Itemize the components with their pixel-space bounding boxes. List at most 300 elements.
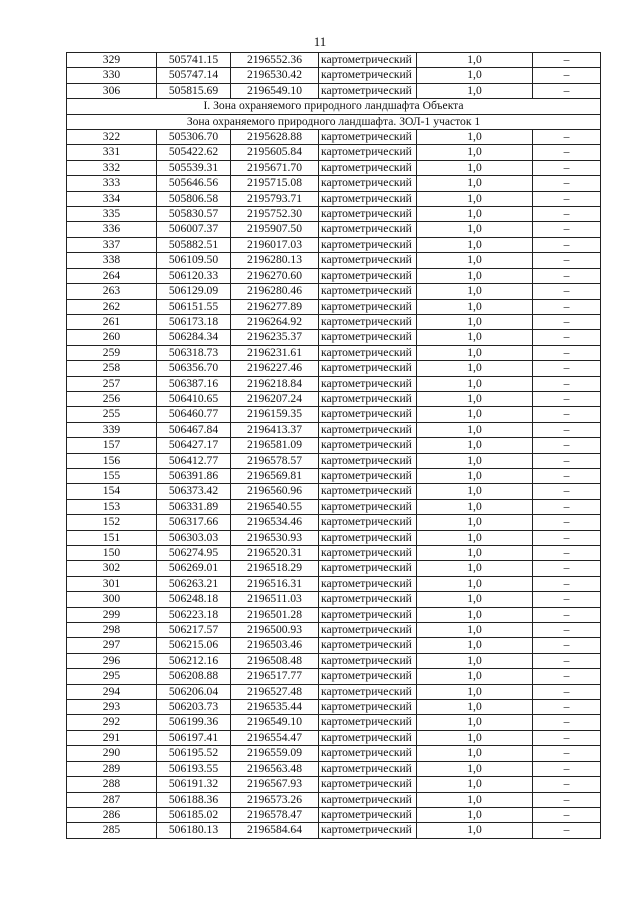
- method-cell: картометрический: [319, 638, 417, 653]
- x-coordinate-cell: 506195.52: [157, 746, 231, 761]
- method-cell: картометрический: [319, 130, 417, 145]
- y-coordinate-cell: 2196534.46: [231, 515, 319, 530]
- point-number-cell: 286: [67, 807, 157, 822]
- y-coordinate-cell: 2195715.08: [231, 176, 319, 191]
- dash-cell: –: [533, 761, 601, 776]
- dash-cell: –: [533, 638, 601, 653]
- x-coordinate-cell: 506303.03: [157, 530, 231, 545]
- table-row: [67, 130, 601, 145]
- y-coordinate-cell: 2196535.44: [231, 700, 319, 715]
- method-cell: картометрический: [319, 83, 417, 98]
- y-coordinate-cell: 2196563.48: [231, 761, 319, 776]
- point-number-cell: 289: [67, 761, 157, 776]
- dash-cell: –: [533, 653, 601, 668]
- point-number-cell: 306: [67, 83, 157, 98]
- precision-cell: 1,0: [417, 68, 533, 83]
- y-coordinate-cell: 2196227.46: [231, 361, 319, 376]
- point-number-cell: 287: [67, 792, 157, 807]
- x-coordinate-cell: 506197.41: [157, 730, 231, 745]
- precision-cell: 1,0: [417, 576, 533, 591]
- y-coordinate-cell: 2196584.64: [231, 823, 319, 838]
- table-row: [67, 145, 601, 160]
- y-coordinate-cell: 2196017.03: [231, 237, 319, 252]
- dash-cell: –: [533, 422, 601, 437]
- y-coordinate-cell: 2196567.93: [231, 777, 319, 792]
- table-row: [67, 268, 601, 283]
- precision-cell: 1,0: [417, 484, 533, 499]
- x-coordinate-cell: 506263.21: [157, 576, 231, 591]
- precision-cell: 1,0: [417, 299, 533, 314]
- point-number-cell: 291: [67, 730, 157, 745]
- point-number-cell: 258: [67, 361, 157, 376]
- precision-cell: 1,0: [417, 684, 533, 699]
- point-number-cell: 263: [67, 284, 157, 299]
- precision-cell: 1,0: [417, 268, 533, 283]
- method-cell: картометрический: [319, 145, 417, 160]
- point-number-cell: 157: [67, 438, 157, 453]
- x-coordinate-cell: 506373.42: [157, 484, 231, 499]
- table-row: [67, 253, 601, 268]
- x-coordinate-cell: 506180.13: [157, 823, 231, 838]
- table-row: [67, 592, 601, 607]
- table-row: [67, 823, 601, 838]
- precision-cell: 1,0: [417, 176, 533, 191]
- y-coordinate-cell: 2196207.24: [231, 391, 319, 406]
- point-number-cell: 334: [67, 191, 157, 206]
- x-coordinate-cell: 506460.77: [157, 407, 231, 422]
- dash-cell: –: [533, 592, 601, 607]
- x-coordinate-cell: 506199.36: [157, 715, 231, 730]
- precision-cell: 1,0: [417, 546, 533, 561]
- x-coordinate-cell: 506274.95: [157, 546, 231, 561]
- method-cell: картометрический: [319, 253, 417, 268]
- method-cell: картометрический: [319, 761, 417, 776]
- x-coordinate-cell: 506129.09: [157, 284, 231, 299]
- table-row: [67, 160, 601, 175]
- method-cell: картометрический: [319, 499, 417, 514]
- y-coordinate-cell: 2196530.93: [231, 530, 319, 545]
- table-row: [67, 284, 601, 299]
- precision-cell: 1,0: [417, 700, 533, 715]
- table-row: [67, 391, 601, 406]
- dash-cell: –: [533, 792, 601, 807]
- dash-cell: –: [533, 438, 601, 453]
- precision-cell: 1,0: [417, 191, 533, 206]
- point-number-cell: 298: [67, 623, 157, 638]
- x-coordinate-cell: 506427.17: [157, 438, 231, 453]
- dash-cell: –: [533, 53, 601, 68]
- point-number-cell: 296: [67, 653, 157, 668]
- table-row: [67, 222, 601, 237]
- point-number-cell: 259: [67, 345, 157, 360]
- precision-cell: 1,0: [417, 623, 533, 638]
- y-coordinate-cell: 2196511.03: [231, 592, 319, 607]
- x-coordinate-cell: 506356.70: [157, 361, 231, 376]
- x-coordinate-cell: 506120.33: [157, 268, 231, 283]
- dash-cell: –: [533, 207, 601, 222]
- table-row: [67, 422, 601, 437]
- dash-cell: –: [533, 546, 601, 561]
- section-header: [67, 99, 601, 130]
- method-cell: картометрический: [319, 607, 417, 622]
- x-coordinate-cell: 505815.69: [157, 83, 231, 98]
- x-coordinate-cell: 506188.36: [157, 792, 231, 807]
- y-coordinate-cell: 2195671.70: [231, 160, 319, 175]
- method-cell: картометрический: [319, 623, 417, 638]
- point-number-cell: 294: [67, 684, 157, 699]
- table-row: [67, 638, 601, 653]
- precision-cell: 1,0: [417, 607, 533, 622]
- y-coordinate-cell: 2196218.84: [231, 376, 319, 391]
- method-cell: картометрический: [319, 438, 417, 453]
- table-row: [67, 576, 601, 591]
- x-coordinate-cell: 506191.32: [157, 777, 231, 792]
- method-cell: картометрический: [319, 407, 417, 422]
- point-number-cell: 297: [67, 638, 157, 653]
- dash-cell: –: [533, 345, 601, 360]
- x-coordinate-cell: 506151.55: [157, 299, 231, 314]
- dash-cell: –: [533, 499, 601, 514]
- method-cell: картометрический: [319, 700, 417, 715]
- point-number-cell: 260: [67, 330, 157, 345]
- y-coordinate-cell: 2196413.37: [231, 422, 319, 437]
- point-number-cell: 290: [67, 746, 157, 761]
- dash-cell: –: [533, 700, 601, 715]
- x-coordinate-cell: 506193.55: [157, 761, 231, 776]
- table-row: [67, 176, 601, 191]
- section-title-row: [67, 99, 601, 114]
- precision-cell: 1,0: [417, 669, 533, 684]
- point-number-cell: 256: [67, 391, 157, 406]
- y-coordinate-cell: 2196560.96: [231, 484, 319, 499]
- precision-cell: 1,0: [417, 376, 533, 391]
- precision-cell: 1,0: [417, 453, 533, 468]
- method-cell: картометрический: [319, 237, 417, 252]
- y-coordinate-cell: 2196500.93: [231, 623, 319, 638]
- method-cell: картометрический: [319, 345, 417, 360]
- table-row: [67, 700, 601, 715]
- x-coordinate-cell: 505306.70: [157, 130, 231, 145]
- section-subtitle-row: [67, 114, 601, 129]
- dash-cell: –: [533, 530, 601, 545]
- method-cell: картометрический: [319, 361, 417, 376]
- point-number-cell: 285: [67, 823, 157, 838]
- point-number-cell: 322: [67, 130, 157, 145]
- x-coordinate-cell: 506109.50: [157, 253, 231, 268]
- table-row: [67, 607, 601, 622]
- point-number-cell: 335: [67, 207, 157, 222]
- table-row: [67, 761, 601, 776]
- method-cell: картометрический: [319, 684, 417, 699]
- point-number-cell: 295: [67, 669, 157, 684]
- y-coordinate-cell: 2196264.92: [231, 314, 319, 329]
- method-cell: картометрический: [319, 730, 417, 745]
- table-row: [67, 684, 601, 699]
- method-cell: картометрический: [319, 653, 417, 668]
- y-coordinate-cell: 2196231.61: [231, 345, 319, 360]
- point-number-cell: 152: [67, 515, 157, 530]
- point-number-cell: 154: [67, 484, 157, 499]
- table-row: [67, 314, 601, 329]
- point-number-cell: 261: [67, 314, 157, 329]
- method-cell: картометрический: [319, 792, 417, 807]
- method-cell: картометрический: [319, 68, 417, 83]
- table-row: [67, 669, 601, 684]
- dash-cell: –: [533, 715, 601, 730]
- precision-cell: 1,0: [417, 592, 533, 607]
- method-cell: картометрический: [319, 314, 417, 329]
- y-coordinate-cell: 2196559.09: [231, 746, 319, 761]
- precision-cell: 1,0: [417, 391, 533, 406]
- precision-cell: 1,0: [417, 53, 533, 68]
- method-cell: картометрический: [319, 53, 417, 68]
- point-number-cell: 293: [67, 700, 157, 715]
- point-number-cell: 255: [67, 407, 157, 422]
- method-cell: картометрический: [319, 484, 417, 499]
- point-number-cell: 338: [67, 253, 157, 268]
- table-row: [67, 237, 601, 252]
- dash-cell: –: [533, 284, 601, 299]
- precision-cell: 1,0: [417, 160, 533, 175]
- method-cell: картометрический: [319, 391, 417, 406]
- table-row: [67, 345, 601, 360]
- precision-cell: 1,0: [417, 361, 533, 376]
- y-coordinate-cell: 2196581.09: [231, 438, 319, 453]
- x-coordinate-cell: 506410.65: [157, 391, 231, 406]
- precision-cell: 1,0: [417, 823, 533, 838]
- table-row: [67, 561, 601, 576]
- point-number-cell: 292: [67, 715, 157, 730]
- method-cell: картометрический: [319, 268, 417, 283]
- method-cell: картометрический: [319, 207, 417, 222]
- dash-cell: –: [533, 83, 601, 98]
- dash-cell: –: [533, 68, 601, 83]
- dash-cell: –: [533, 145, 601, 160]
- method-cell: картометрический: [319, 422, 417, 437]
- table-row: [67, 299, 601, 314]
- precision-cell: 1,0: [417, 468, 533, 483]
- y-coordinate-cell: 2196280.13: [231, 253, 319, 268]
- y-coordinate-cell: 2195752.30: [231, 207, 319, 222]
- point-number-cell: 262: [67, 299, 157, 314]
- y-coordinate-cell: 2196569.81: [231, 468, 319, 483]
- x-coordinate-cell: 505422.62: [157, 145, 231, 160]
- method-cell: картометрический: [319, 299, 417, 314]
- table-row: [67, 499, 601, 514]
- precision-cell: 1,0: [417, 561, 533, 576]
- dash-cell: –: [533, 391, 601, 406]
- table-row: [67, 407, 601, 422]
- table-row: [67, 68, 601, 83]
- page-number: 11: [313, 34, 327, 49]
- method-cell: картометрический: [319, 530, 417, 545]
- point-number-cell: 155: [67, 468, 157, 483]
- precision-cell: 1,0: [417, 222, 533, 237]
- precision-cell: 1,0: [417, 807, 533, 822]
- y-coordinate-cell: 2196549.10: [231, 715, 319, 730]
- y-coordinate-cell: 2196520.31: [231, 546, 319, 561]
- dash-cell: –: [533, 777, 601, 792]
- x-coordinate-cell: 506007.37: [157, 222, 231, 237]
- precision-cell: 1,0: [417, 130, 533, 145]
- y-coordinate-cell: 2196578.57: [231, 453, 319, 468]
- x-coordinate-cell: 505806.58: [157, 191, 231, 206]
- table-row: [67, 730, 601, 745]
- section-subtitle: Зона охраняемого природного ландшафта. ЗОЛ-1 участок 1: [67, 114, 601, 129]
- y-coordinate-cell: 2196552.36: [231, 53, 319, 68]
- y-coordinate-cell: 2196270.60: [231, 268, 319, 283]
- x-coordinate-cell: 506173.18: [157, 314, 231, 329]
- method-cell: картометрический: [319, 777, 417, 792]
- precision-cell: 1,0: [417, 515, 533, 530]
- dash-cell: –: [533, 130, 601, 145]
- y-coordinate-cell: 2196516.31: [231, 576, 319, 591]
- dash-cell: –: [533, 176, 601, 191]
- x-coordinate-cell: 506284.34: [157, 330, 231, 345]
- dash-cell: –: [533, 684, 601, 699]
- precision-cell: 1,0: [417, 314, 533, 329]
- x-coordinate-cell: 506212.16: [157, 653, 231, 668]
- point-number-cell: 264: [67, 268, 157, 283]
- x-coordinate-cell: 506215.06: [157, 638, 231, 653]
- point-number-cell: 301: [67, 576, 157, 591]
- point-number-cell: 329: [67, 53, 157, 68]
- precision-cell: 1,0: [417, 345, 533, 360]
- table-row: [67, 715, 601, 730]
- dash-cell: –: [533, 746, 601, 761]
- table-row: [67, 530, 601, 545]
- point-number-cell: 333: [67, 176, 157, 191]
- dash-cell: –: [533, 607, 601, 622]
- method-cell: картометрический: [319, 453, 417, 468]
- y-coordinate-cell: 2196554.47: [231, 730, 319, 745]
- dash-cell: –: [533, 160, 601, 175]
- x-coordinate-cell: 506467.84: [157, 422, 231, 437]
- precision-cell: 1,0: [417, 653, 533, 668]
- dash-cell: –: [533, 468, 601, 483]
- method-cell: картометрический: [319, 746, 417, 761]
- point-number-cell: 288: [67, 777, 157, 792]
- method-cell: картометрический: [319, 515, 417, 530]
- point-number-cell: 299: [67, 607, 157, 622]
- table-row: [67, 777, 601, 792]
- x-coordinate-cell: 505741.15: [157, 53, 231, 68]
- x-coordinate-cell: 506331.89: [157, 499, 231, 514]
- y-coordinate-cell: 2196503.46: [231, 638, 319, 653]
- y-coordinate-cell: 2195793.71: [231, 191, 319, 206]
- dash-cell: –: [533, 730, 601, 745]
- x-coordinate-cell: 506412.77: [157, 453, 231, 468]
- dash-cell: –: [533, 407, 601, 422]
- dash-cell: –: [533, 515, 601, 530]
- y-coordinate-cell: 2196549.10: [231, 83, 319, 98]
- y-coordinate-cell: 2196501.28: [231, 607, 319, 622]
- table-row: [67, 484, 601, 499]
- x-coordinate-cell: 505882.51: [157, 237, 231, 252]
- dash-cell: –: [533, 268, 601, 283]
- table-row: [67, 438, 601, 453]
- precision-cell: 1,0: [417, 730, 533, 745]
- x-coordinate-cell: 506318.73: [157, 345, 231, 360]
- method-cell: картометрический: [319, 823, 417, 838]
- precision-cell: 1,0: [417, 777, 533, 792]
- x-coordinate-cell: 506223.18: [157, 607, 231, 622]
- point-number-cell: 332: [67, 160, 157, 175]
- table-row: [67, 361, 601, 376]
- precision-cell: 1,0: [417, 207, 533, 222]
- point-number-cell: 331: [67, 145, 157, 160]
- method-cell: картометрический: [319, 561, 417, 576]
- dash-cell: –: [533, 453, 601, 468]
- table-row: [67, 83, 601, 98]
- method-cell: картометрический: [319, 468, 417, 483]
- precision-cell: 1,0: [417, 792, 533, 807]
- x-coordinate-cell: 506203.73: [157, 700, 231, 715]
- table-row: [67, 546, 601, 561]
- y-coordinate-cell: 2195605.84: [231, 145, 319, 160]
- point-number-cell: 330: [67, 68, 157, 83]
- method-cell: картометрический: [319, 222, 417, 237]
- precision-cell: 1,0: [417, 237, 533, 252]
- table-row: [67, 807, 601, 822]
- table-row: [67, 623, 601, 638]
- point-number-cell: 300: [67, 592, 157, 607]
- x-coordinate-cell: 506387.16: [157, 376, 231, 391]
- point-number-cell: 156: [67, 453, 157, 468]
- point-number-cell: 337: [67, 237, 157, 252]
- table-row: [67, 515, 601, 530]
- method-cell: картометрический: [319, 176, 417, 191]
- y-coordinate-cell: 2195907.50: [231, 222, 319, 237]
- precision-cell: 1,0: [417, 438, 533, 453]
- precision-cell: 1,0: [417, 330, 533, 345]
- y-coordinate-cell: 2196508.48: [231, 653, 319, 668]
- dash-cell: –: [533, 623, 601, 638]
- table-body-top: [67, 53, 601, 99]
- precision-cell: 1,0: [417, 715, 533, 730]
- y-coordinate-cell: 2196540.55: [231, 499, 319, 514]
- dash-cell: –: [533, 330, 601, 345]
- point-number-cell: 151: [67, 530, 157, 545]
- table-row: [67, 453, 601, 468]
- method-cell: картометрический: [319, 546, 417, 561]
- precision-cell: 1,0: [417, 145, 533, 160]
- y-coordinate-cell: 2196578.47: [231, 807, 319, 822]
- table-row: [67, 746, 601, 761]
- dash-cell: –: [533, 361, 601, 376]
- dash-cell: –: [533, 237, 601, 252]
- dash-cell: –: [533, 376, 601, 391]
- method-cell: картометрический: [319, 669, 417, 684]
- y-coordinate-cell: 2196235.37: [231, 330, 319, 345]
- table-row: [67, 330, 601, 345]
- table-row: [67, 792, 601, 807]
- table-row: [67, 191, 601, 206]
- y-coordinate-cell: 2196527.48: [231, 684, 319, 699]
- section-title: I. Зона охраняемого природного ландшафта Объекта: [67, 99, 601, 114]
- x-coordinate-cell: 505539.31: [157, 160, 231, 175]
- dash-cell: –: [533, 807, 601, 822]
- table-row: [67, 468, 601, 483]
- x-coordinate-cell: 506391.86: [157, 468, 231, 483]
- method-cell: картометрический: [319, 330, 417, 345]
- x-coordinate-cell: 506217.57: [157, 623, 231, 638]
- precision-cell: 1,0: [417, 499, 533, 514]
- x-coordinate-cell: 506248.18: [157, 592, 231, 607]
- method-cell: картометрический: [319, 160, 417, 175]
- precision-cell: 1,0: [417, 83, 533, 98]
- point-number-cell: 336: [67, 222, 157, 237]
